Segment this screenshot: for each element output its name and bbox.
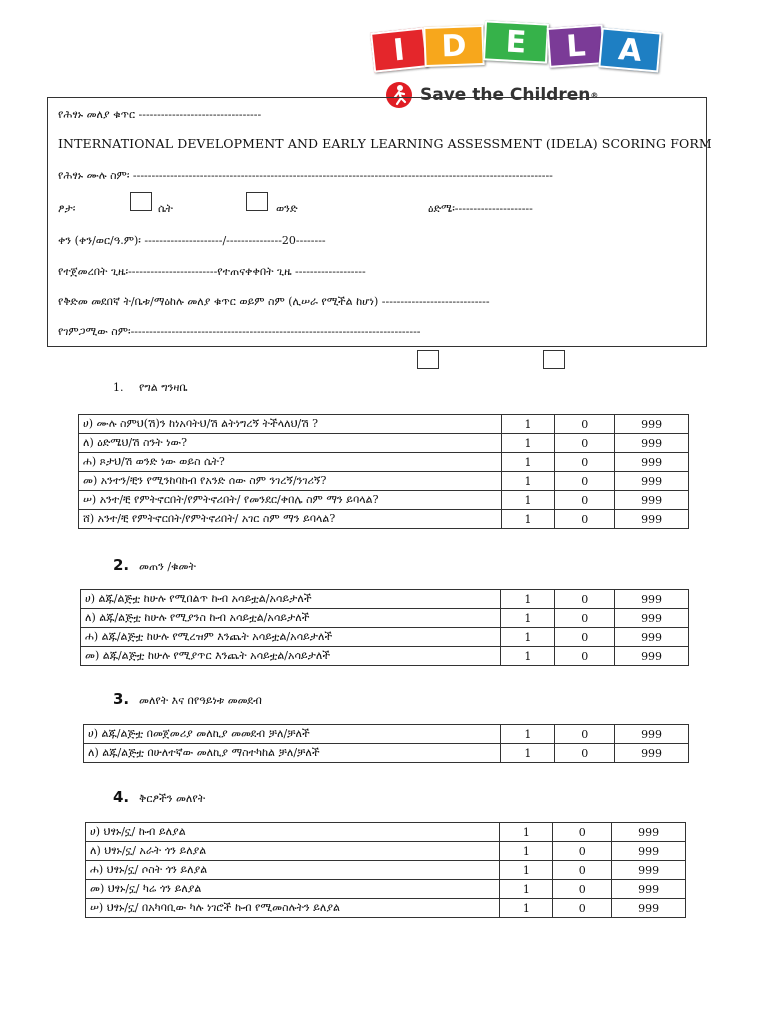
table-row: [86, 842, 686, 861]
score-999-cell[interactable]: 999: [612, 842, 686, 861]
score-1-cell[interactable]: 1: [501, 510, 555, 529]
date-field[interactable]: ቀን (ቀን/ወር/ዓ.ም)፡ ---------------------/---------------20--------: [58, 234, 326, 247]
extra-checkbox-1[interactable]: [417, 350, 439, 369]
sex-label: ፆታ፡: [58, 202, 76, 215]
assessor-field[interactable]: የገምጋሚው ስም፡------------------------------------------------------------------------------: [58, 325, 421, 338]
score-0-cell[interactable]: 0: [555, 415, 615, 434]
score-999-cell[interactable]: 999: [615, 510, 689, 529]
score-1-cell[interactable]: 1: [501, 744, 555, 763]
score-999-cell[interactable]: 999: [615, 472, 689, 491]
org-name: Save the Children: [420, 85, 591, 105]
score-1-cell[interactable]: 1: [500, 880, 553, 899]
item-label: ለ) ልጁ/ልጅቷ በሁለተኛው መለኪያ ማስተካከል ቻለ/ቻለች: [84, 744, 501, 763]
table-row: [84, 725, 689, 744]
score-1-cell[interactable]: 1: [501, 415, 555, 434]
score-1-cell[interactable]: 1: [501, 472, 555, 491]
score-1-cell[interactable]: 1: [500, 899, 553, 918]
female-checkbox[interactable]: [130, 192, 152, 211]
section-1-table: [78, 414, 689, 529]
child-id-field[interactable]: የሕፃኑ መለያ ቁጥር ---------------------------------: [58, 108, 262, 121]
section-3-table: [83, 724, 689, 763]
score-999-cell[interactable]: 999: [615, 590, 689, 609]
score-0-cell[interactable]: 0: [553, 899, 612, 918]
score-0-cell[interactable]: 0: [555, 491, 615, 510]
section-2-heading: 2. መጠን /ቁመት: [113, 556, 196, 574]
item-label: ሀ) ሙሉ ስምህ(ሽ)ን ከነአባትህ/ሽ ልትነግረኝ ትችላለህ/ሽ ?: [79, 415, 502, 434]
score-999-cell[interactable]: 999: [615, 725, 689, 744]
score-0-cell[interactable]: 0: [555, 453, 615, 472]
score-999-cell[interactable]: 999: [612, 861, 686, 880]
item-label: ለ) ዕድሜህ/ሽ ስንት ነው?: [79, 434, 502, 453]
form-title: INTERNATIONAL DEVELOPMENT AND EARLY LEARNING ASSESSMENT (IDELA) SCORING FORM: [58, 136, 712, 151]
item-label: መ) አንተን/ቺን የሚንከባከብ የአንድ ሰው ስም ንገረኝ/ንገሪኝ?: [79, 472, 502, 491]
score-0-cell[interactable]: 0: [555, 628, 615, 647]
time-field[interactable]: የተጀመረበት ጊዜ፡------------------------የተጠናቀቀበት ጊዜ -------------------: [58, 265, 366, 278]
item-label: መ) ህፃኑ/ኗ/ ካሬ ጎን ይለያል: [86, 880, 500, 899]
score-0-cell[interactable]: 0: [555, 647, 615, 666]
female-label: ሴት: [158, 202, 173, 215]
table-row: [86, 899, 686, 918]
score-1-cell[interactable]: 1: [500, 823, 553, 842]
table-row: [79, 434, 689, 453]
score-0-cell[interactable]: 0: [555, 590, 615, 609]
item-label: ሠ) ህፃኑ/ኗ/ በአካባቢው ካሉ ነገሮች ኩብ የሚመስሉትን ይለያል: [86, 899, 500, 918]
score-1-cell[interactable]: 1: [501, 590, 555, 609]
section-4-table: [85, 822, 686, 918]
logo-tile-d: D: [423, 25, 484, 67]
logo-tile-l: L: [547, 24, 606, 68]
score-1-cell[interactable]: 1: [500, 861, 553, 880]
score-999-cell[interactable]: 999: [615, 491, 689, 510]
registered-mark: ®: [590, 90, 599, 100]
table-row: [81, 628, 689, 647]
score-999-cell[interactable]: 999: [615, 647, 689, 666]
male-checkbox[interactable]: [246, 192, 268, 211]
item-label: ለ) ልጁ/ልጅቷ ከሁሉ የሚያንስ ኩብ አሳይቷል/አሳይታለች: [81, 609, 501, 628]
score-999-cell[interactable]: 999: [612, 823, 686, 842]
table-row: [86, 823, 686, 842]
score-1-cell[interactable]: 1: [501, 434, 555, 453]
score-1-cell[interactable]: 1: [501, 725, 555, 744]
item-label: ሠ) አንተ/ቺ የምትኖርበት/የምትኖሪበት/ የመንደር/ቀበሌ ስም ማን ይባላል?: [79, 491, 502, 510]
item-label: ሀ) ህፃኑ/ኗ/ ኩብ ይለያል: [86, 823, 500, 842]
score-999-cell[interactable]: 999: [615, 453, 689, 472]
item-label: ሀ) ልጁ/ልጅቷ ከሁሉ የሚበልጥ ኩብ አሳይቷል/አሳይታለች: [81, 590, 501, 609]
table-row: [81, 647, 689, 666]
score-999-cell[interactable]: 999: [615, 415, 689, 434]
logo-tile-e: E: [483, 20, 549, 63]
table-row: [86, 880, 686, 899]
table-row: [86, 861, 686, 880]
score-0-cell[interactable]: 0: [555, 434, 615, 453]
score-1-cell[interactable]: 1: [501, 628, 555, 647]
item-label: ሀ) ልጁ/ልጅቷ በመጀመሪያ መለኪያ መመደብ ቻለ/ቻለች: [84, 725, 501, 744]
section-1-heading: 1. የግል ግንዛቤ: [113, 381, 188, 394]
score-1-cell[interactable]: 1: [501, 609, 555, 628]
section-3-heading: 3. መለየት እና በየዓይነቱ መመደብ: [113, 690, 262, 708]
child-info-box: [47, 97, 712, 347]
child-name-field[interactable]: የሕፃኑ ሙሉ ስም፡ -----------------------------------------------------------------------------------------------------------------: [58, 169, 553, 182]
table-row: [84, 744, 689, 763]
score-999-cell[interactable]: 999: [612, 899, 686, 918]
table-row: [79, 472, 689, 491]
extra-checkbox-2[interactable]: [543, 350, 565, 369]
item-label: ለ) ህፃኑ/ኗ/ አራት ጎን ይለያል: [86, 842, 500, 861]
score-0-cell[interactable]: 0: [555, 609, 615, 628]
male-label: ወንድ: [276, 202, 298, 215]
table-row: [81, 590, 689, 609]
score-0-cell[interactable]: 0: [555, 472, 615, 491]
score-1-cell[interactable]: 1: [501, 453, 555, 472]
score-0-cell[interactable]: 0: [555, 510, 615, 529]
item-label: ሐ) ልጁ/ልጅቷ ከሁሉ የሚረዝም እንጨት አሳይቷል/አሳይታለች: [81, 628, 501, 647]
table-row: [79, 453, 689, 472]
score-0-cell[interactable]: 0: [553, 823, 612, 842]
section-2-table: [80, 589, 689, 666]
item-label: ሐ) ህፃኑ/ኗ/ ሶስት ጎን ይለያል: [86, 861, 500, 880]
score-999-cell[interactable]: 999: [615, 434, 689, 453]
table-row: [79, 491, 689, 510]
school-field[interactable]: የቅድመ መደበኛ ት/ቤቱ/ማዕከሉ መለያ ቁጥር ወይም ስም (ሊሠራ የሚችል ከሆነ) -----------------------------: [58, 295, 490, 308]
score-1-cell[interactable]: 1: [500, 842, 553, 861]
age-field[interactable]: ዕድሜ፡---------------------: [428, 202, 533, 215]
logo-tile-i: I: [370, 27, 428, 72]
section-4-heading: 4. ቅርፆችን መለየት: [113, 788, 206, 806]
score-999-cell[interactable]: 999: [612, 880, 686, 899]
item-label: ሐ) ጾታህ/ሽ ወንድ ነው ወይስ ሴት?: [79, 453, 502, 472]
score-0-cell[interactable]: 0: [553, 880, 612, 899]
score-1-cell[interactable]: 1: [501, 647, 555, 666]
score-0-cell[interactable]: 0: [555, 725, 615, 744]
table-row: [79, 415, 689, 434]
idela-logo: [368, 20, 658, 105]
table-row: [79, 510, 689, 529]
score-0-cell[interactable]: 0: [555, 744, 615, 763]
logo-tile-a: A: [598, 27, 661, 72]
item-label: መ) ልጁ/ልጅቷ ከሁሉ የሚያጥር እንጨት አሳይቷል/አሳይታለች: [81, 647, 501, 666]
score-0-cell[interactable]: 0: [553, 861, 612, 880]
score-999-cell[interactable]: 999: [615, 628, 689, 647]
score-999-cell[interactable]: 999: [615, 609, 689, 628]
idela-letter-tiles: [368, 20, 658, 80]
table-row: [81, 609, 689, 628]
score-999-cell[interactable]: 999: [615, 744, 689, 763]
score-1-cell[interactable]: 1: [501, 491, 555, 510]
score-0-cell[interactable]: 0: [553, 842, 612, 861]
item-label: ሸ) አንተ/ቺ የምትኖርበት/የምትኖሪበት/ አገር ስም ማን ይባላል?: [79, 510, 502, 529]
